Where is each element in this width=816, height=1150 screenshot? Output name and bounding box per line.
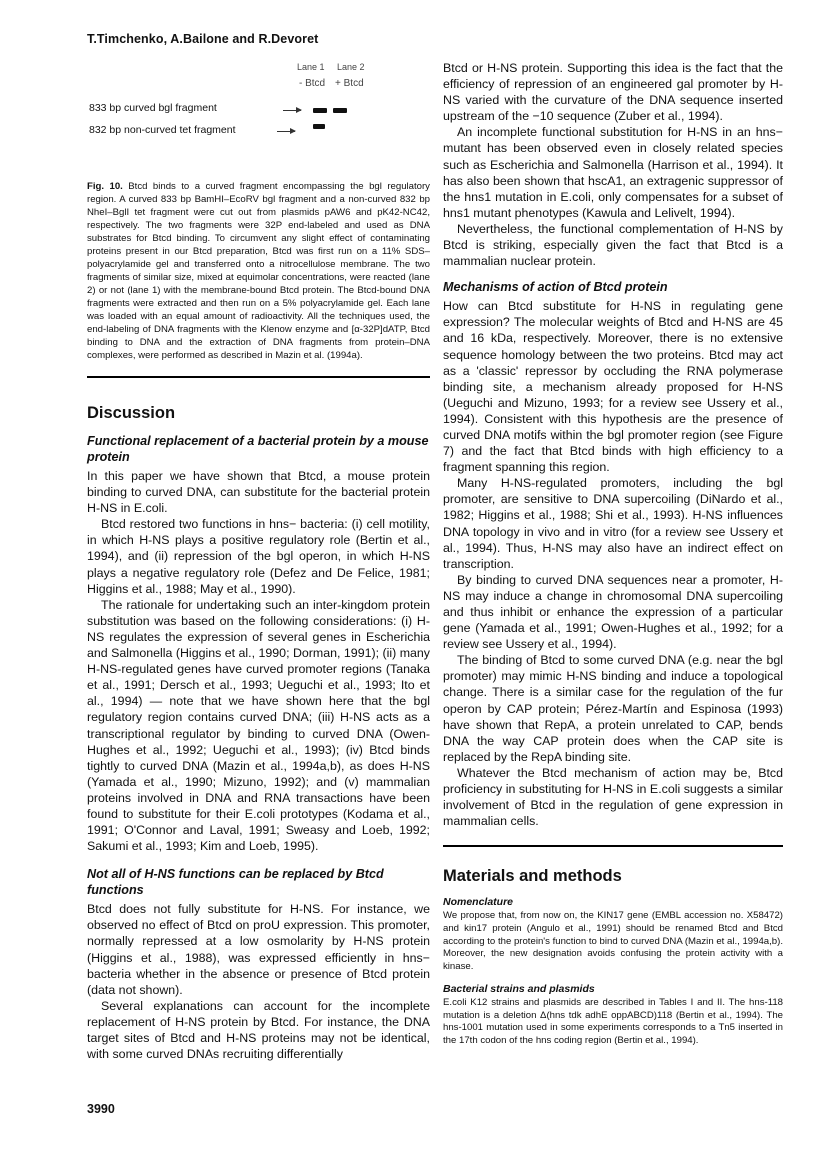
paragraph: Btcd restored two functions in hns− bacteria: (i) cell motility, in which H-NS plays a positive regulatory role (Bertin et al., 1994), and (ii) repression of the bgl operon, in which H-NS plays a negative regulatory role (Defez and De Felice, 1981; Higgins et al., 1988; May et al., 1990). [87,517,430,596]
figure-10 [87,56,430,174]
paragraph: Btcd or H-NS protein. Supporting this idea is the fact that the efficiency of repression of an engineered gal promoter by H-NS varied with the curvature of the DNA sequence inserted upstream of the −10 sequence (Zuber et al., 1994). [443,61,783,124]
paragraph: Several explanations can account for the incomplete replacement of H-NS protein by Btcd. For instance, the DNA target sites of Btcd and H-NS proteins may not be identical, with some curved DNAs recruiting differentially [87,998,430,1062]
fragment-noncurved-label: 832 bp non-curved tet fragment [89,124,236,136]
band-lane2-curved [333,108,347,113]
paragraph: An incomplete functional substitution for H-NS in an hns− mutant has been observed even in closely related species such as Escherichia and Salmonella (Harrison et al., 1994). It has also been shown that hscA1, an extragenic suppressor of the hns1 mutation in E.coli, only compensates for a subset of hns1 mutant phenotypes (Kawula and Lelivelt, 1994). [443,125,783,220]
section-rule [443,845,783,847]
nomenclature-text: We propose that, from now on, the KIN17 gene (EMBL accession no. X58472) and kin17 protein (Angulo et al., 1991) should be renamed Btcd and Btcd according to the protein's function to bind to curved DNA (Mazin et al., 1994a,b). Moreover, the new designation avoids confusing the protein activity with a kinase. [443,910,783,972]
caption-text: Btcd binds to a curved fragment encompassing the bgl regulatory region. A curved 833 bp BamHI–EcoRV bgl fragment and a non-curved 832 bp NheI–BglI tet fragment were cut out from plasmids pAW6 and pK42-NC42, respectively. The two fragments were 32P end-labeled and used as DNA substrates for Btcd binding. To circumvent any slight effect of contaminating proteins present in our Btcd preparation, Btcd was first run on a 11% SDS–polyacrylamide gel and transferred onto a nitrocellulose membrane. The two fragments of similar size, mixed at equimolar concentrations, were reacted (lane 2) or not (lane 1) with the membrane-bound Btcd protein. The Btcd-bound DNA fragments were extracted and then run on a 5% polyacrylamide gel. Each lane was loaded with an equal amount of radioactivity. All the techniques used, the end-labeling of DNA fragments with the Klenow enzyme and [α-32P]dATP, Btcd binding to DNA and the extraction of DNA fragments from protein–DNA complexes, were performed as described in Mazin et al. (1994a). [87,181,430,361]
paragraph: How can Btcd substitute for H-NS in regulating gene expression? The molecular weights of Btcd and H-NS are 45 and 16 kDa, respectively. Moreover, there is no extensive sequence homology between the two proteins. Btcd may act as a 'classic' repressor by occluding the RNA polymerase binding site, a mechanism already proposed for H-NS (Ueguchi and Mizuno, 1993; for a review see Ussery et al., 1994). Consistent with this hypothesis are the presence of curved DNA motifs within the bgl promoter region (see Figure 7) and the fact that Btcd binds with high efficiency to a fragment spanning this region. [443,299,783,475]
paragraph: In this paper we have shown that Btcd, a mouse protein binding to curved DNA, can substitute for the bacterial protein H-NS in E.coli. [87,469,430,516]
subheading-functional-replacement: Functional replacement of a bacterial protein by a mouse protein [87,434,429,464]
paragraph: By binding to curved DNA sequences near a promoter, H-NS may induce a change in chromosomal DNA supercoiling and thus inhibit or enhance the expression of a particular gene (Yamada et al., 1991; Owen-Hughes et al., 1992; for a review see Ussery et al., 1994). [443,572,783,652]
paragraph: The binding of Btcd to some curved DNA (e.g. near the bgl promoter) may mimic H-NS binding and induce a topological change. There is a similar case for the regulation of the fur operon by CAP protein; Pérez-Martín and Espinosa (1993) have shown that RepA, a protein unrelated to CAP, bends DNA the way CAP protein does when the CAP site is replaced by the RepA binding site. [443,653,783,764]
lane-2-label: Lane 2 [337,62,365,72]
lane-2-condition: + Btcd [335,78,364,89]
left-column [87,56,430,1062]
lane-1-label: Lane 1 [297,62,325,72]
subheading-mechanisms: Mechanisms of action of Btcd protein [443,280,668,295]
page-number: 3990 [87,1102,115,1116]
paragraph: Btcd does not fully substitute for H-NS. For instance, we observed no effect of Btcd on proU expression. This promoter, normally repressed at a low osmolarity by H-NS protein (Higgins et al., 1988), was expressed efficiently in hns− bacteria whether in the absence or presence of Btcd protein (data not shown). [87,902,430,997]
lane-1-condition: - Btcd [299,78,326,89]
bacterial-strains-text: E.coli K12 strains and plasmids are described in Tables I and II. The hns-118 mutation is a deletion Δ(hns tdk adhE oppABCD)118 (Bertin et al., 1994). The hns-1001 mutation used in some experiments corresponds to a Tn5 inserted in the 17th codon of the hns coding region (Bertin et al., 1994). [443,997,783,1047]
section-rule [87,376,430,378]
paragraph: Whatever the Btcd mechanism of action may be, Btcd proficiency in substituting for H-NS in E.coli suggests a similar involvement of Btcd in the regulation of gene expression in mammalian cells. [443,765,783,829]
discussion-heading: Discussion [87,404,176,422]
paragraph: The rationale for undertaking such an inter-kingdom protein substitution was based on the following considerations: (i) H-NS regulates the expression of several genes in Escherichia and Salmonella (Higgins et al., 1990; Dorman, 1991); (ii) many H-NS-regulated genes have curved promoter regions (Tanaka et al., 1991; Dersch et al., 1993; Ueguchi et al., 1993; Ito et al., 1994) — note that we have shown here that the bgl regulatory region contains curved DNA; (iii) H-NS acts as a transcriptional regulator by binding to curved DNA (Owen-Hughes et al., 1992; Ueguchi et al., 1993); (iv) Btcd binds tightly to curved DNA (Mazin et al., 1994a,b), as does H-NS (Yamada et al., 1990; Mizuno, 1992); and (v) mammalian proteins involved in DNA and RNA transactions have been found to substitute for their E.coli prototypes (Kodama et al., 1991; O'Connor and Laval, 1991; Sweasy and Loeb, 1992; Sakumi et al., 1993; Kim and Loeb, 1995). [87,597,430,854]
figure-caption [87,180,430,362]
paragraph: Nevertheless, the functional complementation of H-NS by Btcd is striking, especially given the fact that Btcd is a mammalian nuclear protein. [443,221,783,269]
paragraph: Many H-NS-regulated promoters, including the bgl promoter, are sensitive to DNA supercoiling (DiNardo et al., 1982; Higgins et al., 1988; Shi et al., 1993). H-NS influences DNA topology in vivo and in vitro (for a review see Ussery et al., 1994). Thus, H-NS may also have an indirect effect on transcription. [443,476,783,571]
noncurved-arrow-icon [277,131,295,132]
bacterial-strains-heading: Bacterial strains and plasmids [443,983,595,996]
subheading-not-all-functions: Not all of H-NS functions can be replaced by Btcd functions [87,867,384,898]
caption-label: Fig. 10. [87,181,123,192]
nomenclature-heading: Nomenclature [443,896,514,909]
materials-methods-heading: Materials and methods [443,867,622,886]
right-column [443,60,783,1048]
fragment-curved-label: 833 bp curved bgl fragment [89,102,217,114]
running-header: T.Timchenko, A.Bailone and R.Devoret [87,32,319,46]
band-lane1-noncurved [313,124,325,129]
curved-arrow-icon [283,110,301,111]
band-lane1-curved [313,108,327,113]
